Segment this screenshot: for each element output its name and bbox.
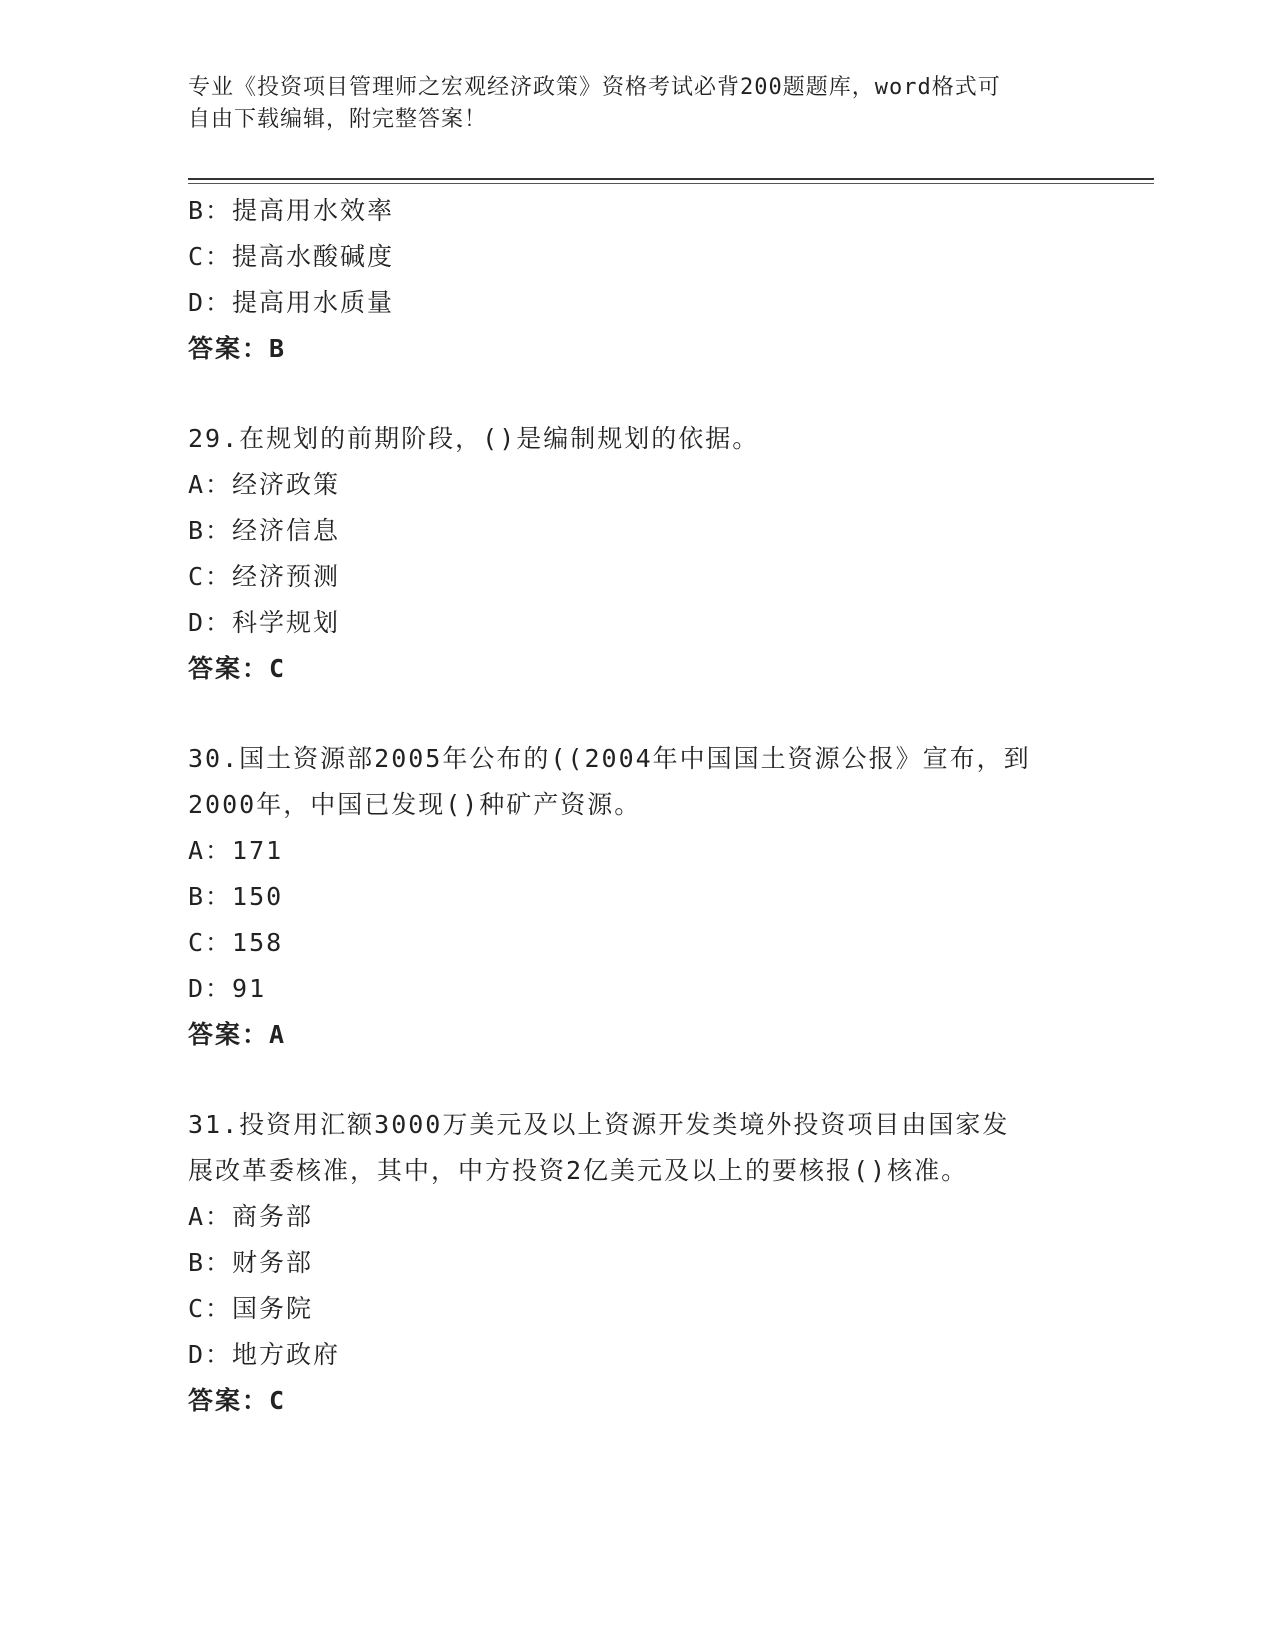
spacer <box>188 372 1088 416</box>
option-a: A：经济政策 <box>188 470 341 499</box>
question-text: 29.在规划的前期阶段，()是编制规划的依据。 <box>188 424 760 453</box>
option-d: D：91 <box>188 974 267 1003</box>
question-text-line-1: 30.国土资源部2005年公布的((2004年中国国土资源公报》宣布，到 <box>188 744 1031 773</box>
question-list <box>188 188 1088 1424</box>
header-divider-thick <box>188 178 1154 180</box>
option-c: C：国务院 <box>188 1294 314 1323</box>
answer-label: 答案：A <box>188 1020 287 1049</box>
question-28-tail <box>188 188 1088 372</box>
header-title-line-2: 自由下载编辑，附完整答案！ <box>188 107 488 132</box>
option-d: D：提高用水质量 <box>188 288 395 317</box>
spacer <box>188 1058 1088 1102</box>
option-d: D：科学规划 <box>188 608 341 637</box>
spacer <box>188 692 1088 736</box>
option-c: C：经济预测 <box>188 562 341 591</box>
answer-label: 答案：B <box>188 334 287 363</box>
question-31 <box>188 1102 1088 1424</box>
option-c: C：158 <box>188 928 284 957</box>
question-text-line-2: 展改革委核准，其中，中方投资2亿美元及以上的要核报()核准。 <box>188 1156 969 1185</box>
answer-label: 答案：C <box>188 1386 287 1415</box>
header-divider-thin <box>188 183 1154 184</box>
option-b: B：提高用水效率 <box>188 196 395 225</box>
option-a: A：171 <box>188 836 284 865</box>
option-b: B：财务部 <box>188 1248 314 1277</box>
question-29 <box>188 416 1088 692</box>
header-title-line-1: 专业《投资项目管理师之宏观经济政策》资格考试必背200题题库，word格式可 <box>188 75 1001 100</box>
answer-label: 答案：C <box>188 654 287 683</box>
option-b: B：经济信息 <box>188 516 341 545</box>
option-c: C：提高水酸碱度 <box>188 242 395 271</box>
question-30 <box>188 736 1088 1058</box>
page-header <box>188 72 1068 136</box>
question-text-line-2: 2000年，中国已发现()种矿产资源。 <box>188 790 642 819</box>
option-b: B：150 <box>188 882 284 911</box>
option-a: A：商务部 <box>188 1202 314 1231</box>
question-text-line-1: 31.投资用汇额3000万美元及以上资源开发类境外投资项目由国家发 <box>188 1110 1010 1139</box>
option-d: D：地方政府 <box>188 1340 341 1369</box>
